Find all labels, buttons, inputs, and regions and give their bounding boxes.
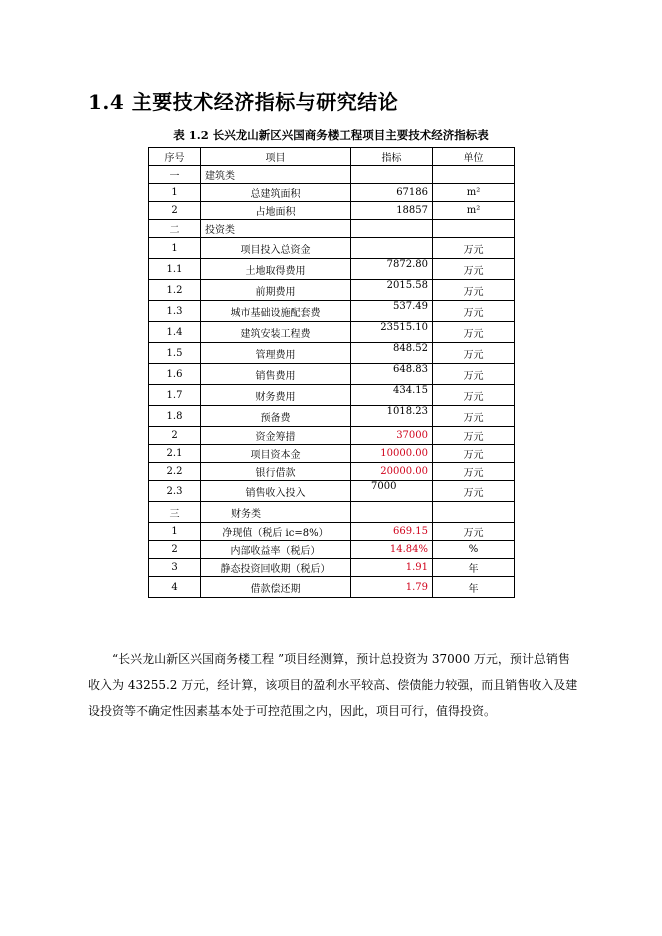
row-unit: 万元 — [433, 445, 515, 463]
row-no: 2 — [149, 541, 201, 559]
row-value — [351, 166, 433, 184]
row-no: 一 — [149, 166, 201, 184]
table-row — [149, 202, 515, 220]
row-no: 2.3 — [149, 481, 201, 502]
indicators-table — [148, 147, 515, 598]
header-unit: 单位 — [433, 148, 515, 166]
row-unit: 万元 — [433, 280, 515, 301]
row-item: 净现值（税后 ic=8%） — [201, 523, 351, 541]
row-unit: 年 — [433, 559, 515, 577]
row-no: 1 — [149, 523, 201, 541]
table-row — [149, 238, 515, 259]
row-unit: 万元 — [433, 523, 515, 541]
row-value: 648.83 — [351, 364, 433, 385]
row-no: 4 — [149, 577, 201, 598]
row-value: 1018.23 — [351, 406, 433, 427]
row-value: 2015.58 — [351, 280, 433, 301]
row-unit: 万元 — [433, 427, 515, 445]
header-item: 项目 — [201, 148, 351, 166]
row-no: 2.1 — [149, 445, 201, 463]
row-value: 14.84% — [351, 541, 433, 559]
row-item: 资金筹措 — [201, 427, 351, 445]
row-value: 1.91 — [351, 559, 433, 577]
row-unit: m² — [433, 184, 515, 202]
row-value: 67186 — [351, 184, 433, 202]
row-no: 1.2 — [149, 280, 201, 301]
row-no: 1.7 — [149, 385, 201, 406]
table-row — [149, 166, 515, 184]
table-row — [149, 463, 515, 481]
row-value: 1.79 — [351, 577, 433, 598]
row-unit — [433, 220, 515, 238]
row-no: 2 — [149, 202, 201, 220]
table-row — [149, 322, 515, 343]
table-row — [149, 577, 515, 598]
row-unit: 万元 — [433, 259, 515, 280]
row-no: 三 — [149, 502, 201, 523]
row-value: 37000 — [351, 427, 433, 445]
table-row — [149, 385, 515, 406]
row-item: 建筑类 — [201, 166, 351, 184]
table-row — [149, 364, 515, 385]
table-row — [149, 280, 515, 301]
row-item: 财务费用 — [201, 385, 351, 406]
row-item: 静态投资回收期（税后） — [201, 559, 351, 577]
row-no: 3 — [149, 559, 201, 577]
row-value: 434.15 — [351, 385, 433, 406]
row-item: 销售收入投入 — [201, 481, 351, 502]
row-item: 财务类 — [201, 502, 351, 523]
row-unit: 万元 — [433, 481, 515, 502]
row-item: 投资类 — [201, 220, 351, 238]
table-caption: 表 1.2 长兴龙山新区兴国商务楼工程项目主要技术经济指标表 — [173, 128, 489, 142]
table-row — [149, 259, 515, 280]
row-unit: 万元 — [433, 301, 515, 322]
row-no: 2 — [149, 427, 201, 445]
row-unit — [433, 502, 515, 523]
table-row — [149, 184, 515, 202]
row-item: 城市基础设施配套费 — [201, 301, 351, 322]
table-header-row — [149, 148, 515, 166]
row-item: 项目资本金 — [201, 445, 351, 463]
table-row — [149, 541, 515, 559]
row-item: 银行借款 — [201, 463, 351, 481]
table-row — [149, 559, 515, 577]
row-value — [351, 502, 433, 523]
row-no: 1 — [149, 238, 201, 259]
row-value: 848.52 — [351, 343, 433, 364]
header-no: 序号 — [149, 148, 201, 166]
row-unit: 万元 — [433, 385, 515, 406]
row-item: 项目投入总资金 — [201, 238, 351, 259]
row-no: 1.6 — [149, 364, 201, 385]
row-value: 20000.00 — [351, 463, 433, 481]
row-item: 销售费用 — [201, 364, 351, 385]
row-no: 1 — [149, 184, 201, 202]
row-value: 537.49 — [351, 301, 433, 322]
conclusion-paragraph: “长兴龙山新区兴国商务楼工程 ”项目经测算，预计总投资为 37000 万元，预计总销售收入为 43255.2 万元，经计算，该项目的盈利水平较高、偿债能力较强，而且销售收入及建设投资等不确定性因素基本处于可控范围之内，因此，项目可行，值得投资。 — [88, 652, 578, 718]
row-no: 1.8 — [149, 406, 201, 427]
table-row — [149, 523, 515, 541]
row-item: 内部收益率（税后） — [201, 541, 351, 559]
row-item: 管理费用 — [201, 343, 351, 364]
row-no: 1.3 — [149, 301, 201, 322]
table-row — [149, 220, 515, 238]
row-item: 土地取得费用 — [201, 259, 351, 280]
header-value: 指标 — [351, 148, 433, 166]
row-item: 预备费 — [201, 406, 351, 427]
row-no: 二 — [149, 220, 201, 238]
row-value: 23515.10 — [351, 322, 433, 343]
row-no: 1.5 — [149, 343, 201, 364]
row-unit — [433, 166, 515, 184]
table-row — [149, 481, 515, 502]
row-unit: 万元 — [433, 343, 515, 364]
row-value: 18857 — [351, 202, 433, 220]
table-row — [149, 502, 515, 523]
row-unit: 万元 — [433, 364, 515, 385]
row-value: 669.15 — [351, 523, 433, 541]
row-unit: 万元 — [433, 238, 515, 259]
row-item: 总建筑面积 — [201, 184, 351, 202]
row-value: 7000 — [351, 481, 433, 502]
row-no: 1.4 — [149, 322, 201, 343]
table-row — [149, 445, 515, 463]
row-no: 1.1 — [149, 259, 201, 280]
row-unit: % — [433, 541, 515, 559]
table-row — [149, 406, 515, 427]
section-heading: 1.4 主要技术经济指标与研究结论 — [88, 90, 399, 114]
row-value: 7872.80 — [351, 259, 433, 280]
row-value: 10000.00 — [351, 445, 433, 463]
row-no: 2.2 — [149, 463, 201, 481]
table-row — [149, 427, 515, 445]
row-unit: 年 — [433, 577, 515, 598]
row-item: 占地面积 — [201, 202, 351, 220]
row-value — [351, 220, 433, 238]
row-item: 借款偿还期 — [201, 577, 351, 598]
row-unit: 万元 — [433, 463, 515, 481]
row-item: 前期费用 — [201, 280, 351, 301]
row-item: 建筑安装工程费 — [201, 322, 351, 343]
row-value — [351, 238, 433, 259]
row-unit: 万元 — [433, 406, 515, 427]
row-unit: m² — [433, 202, 515, 220]
table-row — [149, 301, 515, 322]
table-row — [149, 343, 515, 364]
row-unit: 万元 — [433, 322, 515, 343]
